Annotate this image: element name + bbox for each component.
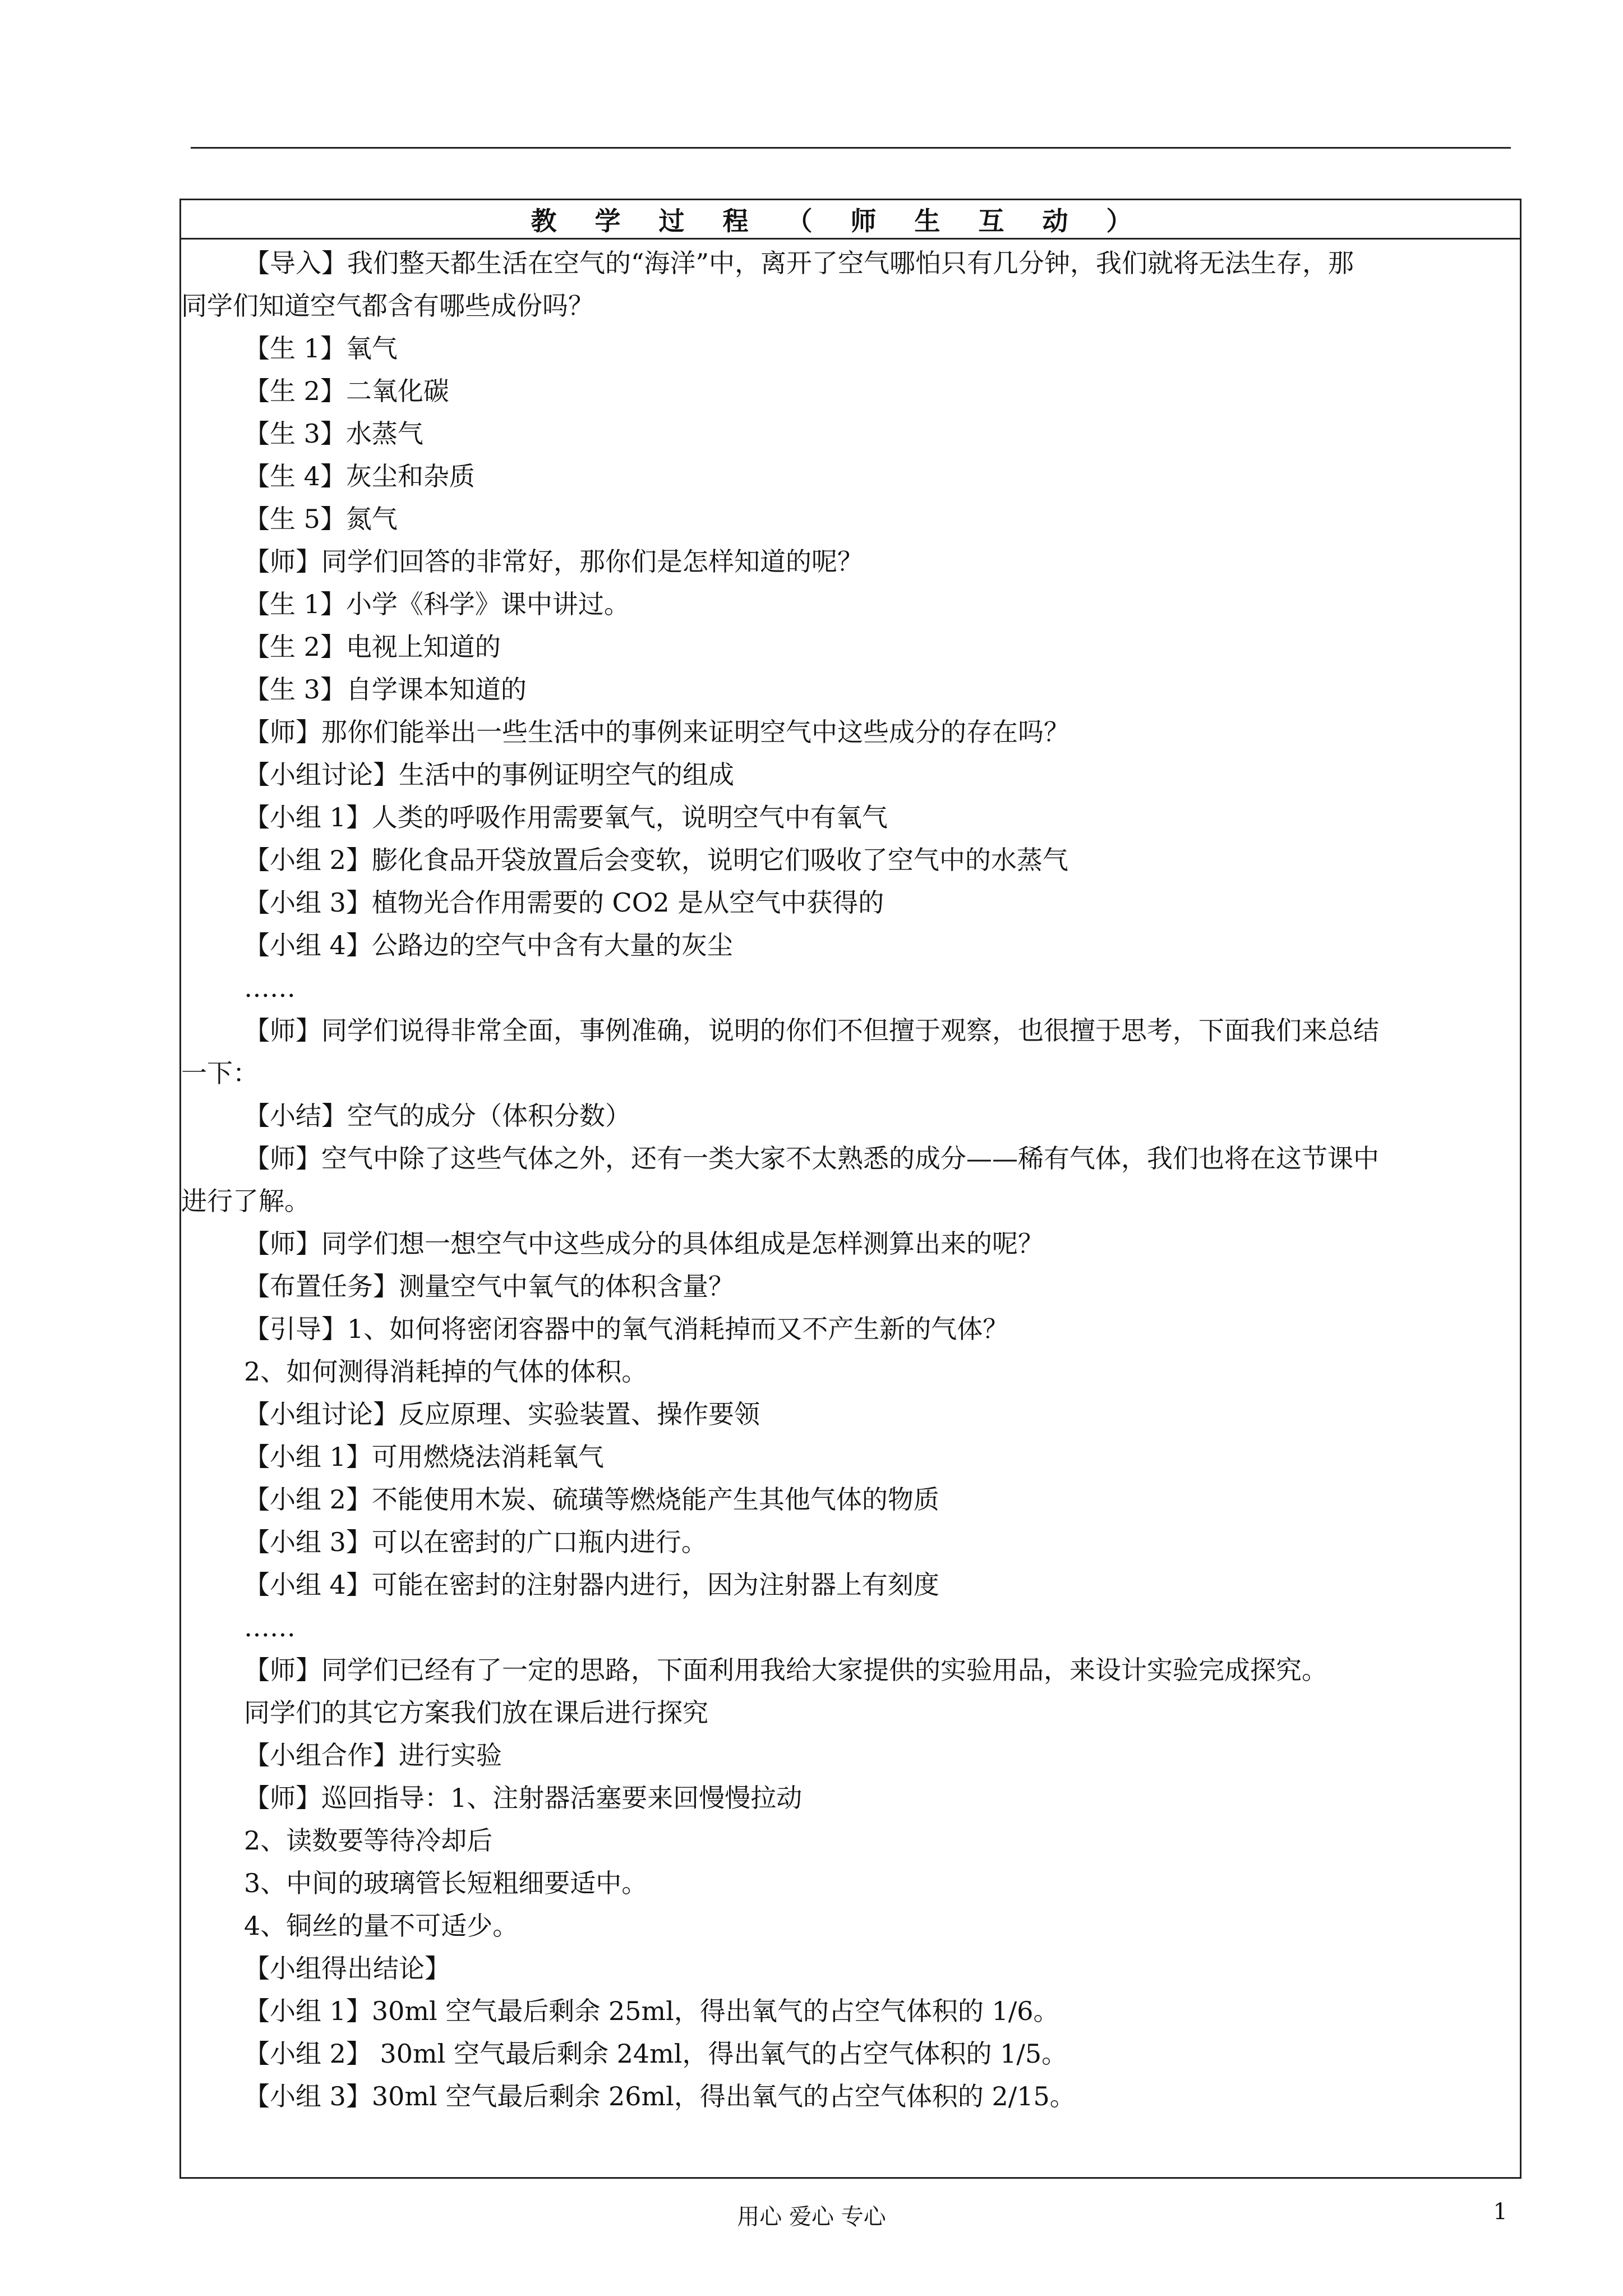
text-line: 【师】同学们回答的非常好，那你们是怎样知道的呢？ [244, 546, 863, 577]
text-line: 【小组 1】30ml 空气最后剩余 25ml，得出氧气的占空气体积的 1/6。 [244, 1996, 1059, 2026]
text-line: 【师】同学们说得非常全面，事例准确，说明的你们不但擅于观察，也很擅于思考，下面我们来总结 [244, 1015, 1379, 1046]
text-line: 【小组讨论】生活中的事例证明空气的组成 [244, 760, 734, 790]
text-line: 【生 5】氮气 [244, 504, 398, 534]
text-line: 【师】空气中除了这些气体之外，还有一类大家不太熟悉的成分——稀有气体，我们也将在这节课中 [244, 1143, 1379, 1174]
text-line: 2、读数要等待冷却后 [244, 1825, 493, 1856]
text-line: 【引导】1、如何将密闭容器中的氧气消耗掉而又不产生新的气体？ [244, 1314, 1009, 1344]
text-line: 【师】那你们能举出一些生活中的事例来证明空气中这些成分的存在吗？ [244, 717, 1069, 747]
text-line: 同学们的其它方案我们放在课后进行探究 [244, 1697, 708, 1728]
text-line: 【生 3】水蒸气 [244, 418, 423, 449]
text-line: 【师】巡回指导：1、注射器活塞要来回慢慢拉动 [244, 1783, 803, 1813]
text-line: 4、铜丝的量不可适少。 [244, 1911, 519, 1941]
text-line: 一下： [181, 1058, 259, 1088]
text-line: …… [244, 973, 296, 1003]
text-line: 【布置任务】测量空气中氧气的体积含量？ [244, 1271, 734, 1301]
lesson-content [181, 242, 1500, 2118]
text-line: 【小结】空气的成分（体积分数） [244, 1101, 631, 1131]
text-line: 同学们知道空气都含有哪些成份吗？ [181, 291, 594, 321]
text-line: 【小组 4】可能在密封的注射器内进行，因为注射器上有刻度 [244, 1570, 939, 1600]
text-line: 【小组 1】人类的呼吸作用需要氧气，说明空气中有氧气 [244, 802, 888, 832]
text-line: 【生 4】灰尘和杂质 [244, 461, 475, 491]
text-line: 【小组 3】可以在密封的广口瓶内进行。 [244, 1527, 707, 1557]
text-line: 【师】同学们已经有了一定的思路，下面利用我给大家提供的实验用品，来设计实验完成探究。 [244, 1655, 1327, 1685]
text-line: 【小组得出结论】 [244, 1953, 450, 1984]
text-line: 【小组 2】不能使用木炭、硫璜等燃烧能产生其他气体的物质 [244, 1484, 939, 1515]
text-line: 进行了解。 [181, 1186, 310, 1216]
lesson-table [179, 199, 1521, 2179]
text-line: 3、中间的玻璃管长短粗细要适中。 [244, 1868, 648, 1898]
text-line: 【生 2】二氧化碳 [244, 376, 449, 406]
text-line: 2、如何测得消耗掉的气体的体积。 [244, 1356, 648, 1387]
table-title: 教学过程（师生互动） [531, 205, 1170, 236]
text-line: …… [244, 1612, 296, 1642]
text-line: 【小组 4】公路边的空气中含有大量的灰尘 [244, 930, 733, 960]
text-line: 【生 2】电视上知道的 [244, 632, 501, 662]
text-line: 【生 1】氧气 [244, 333, 398, 364]
header-rule [191, 147, 1511, 149]
text-line: 【小组 3】30ml 空气最后剩余 26ml，得出氧气的占空气体积的 2/15。 [244, 2081, 1076, 2111]
text-line: 【小组 2】 30ml 空气最后剩余 24ml，得出氧气的占空气体积的 1/5。 [244, 2039, 1068, 2069]
text-line: 【小组 2】膨化食品开袋放置后会变软，说明它们吸收了空气中的水蒸气 [244, 845, 1068, 875]
text-line: 【小组合作】进行实验 [244, 1740, 502, 1770]
text-line: 【生 1】小学《科学》课中讲过。 [244, 589, 630, 619]
text-line: 【小组 1】可用燃烧法消耗氧气 [244, 1442, 604, 1472]
text-line: 【小组 3】植物光合作用需要的 CO2 是从空气中获得的 [244, 887, 884, 918]
page-number: 1 [1493, 2199, 1507, 2225]
footer-motto: 用心 爱心 专心 [737, 2204, 886, 2230]
table-title-row [181, 200, 1520, 240]
text-line: 【导入】我们整天都生活在空气的“海洋”中，离开了空气哪怕只有几分钟，我们就将无法生存，那 [244, 248, 1354, 278]
text-line: 【生 3】自学课本知道的 [244, 674, 527, 705]
text-line: 【师】同学们想一想空气中这些成分的具体组成是怎样测算出来的呢？ [244, 1228, 1044, 1259]
text-line: 【小组讨论】反应原理、实验装置、操作要领 [244, 1399, 760, 1429]
